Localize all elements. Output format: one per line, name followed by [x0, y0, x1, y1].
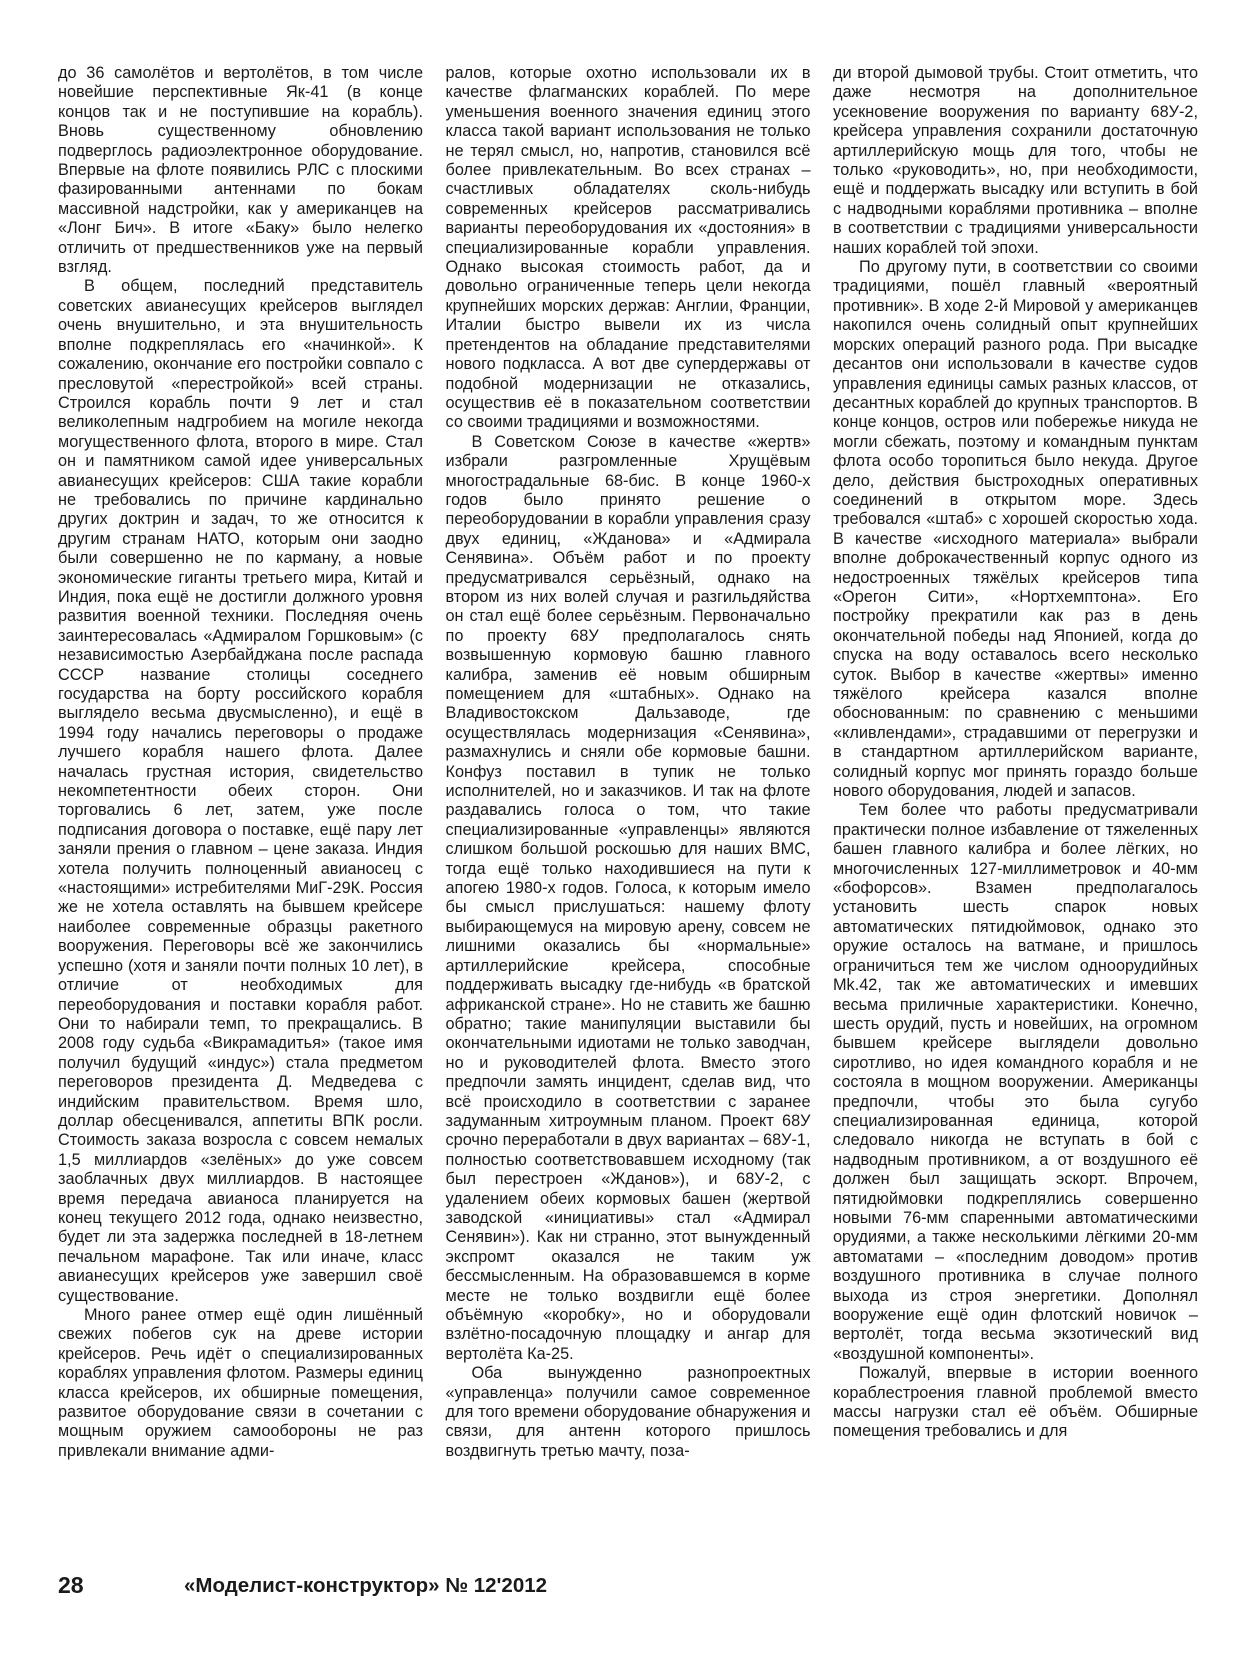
column-3	[833, 64, 1198, 1461]
column-2	[446, 64, 811, 1461]
paragraph: В Советском Союзе в качестве «жертв» избрали разгромленные Хрущёвым многострадальные 68-бис. В конце 1960-х годов было принято решение о переоборудовании в корабли управления сразу двух единиц, «Жданова» и «Адмирала Сенявина». Объём работ и по проекту предусматривался серьёзный, однако на втором из них волей случая и разгильдяйства он стал ещё более серьёзным. Первоначально по проекту 68У предполагалось снять возвышенную кормовую башню главного калибра, заменив её новым обширным помещением для «штабных». Однако на Владивостокском Дальзаводе, где осуществлялась модернизация «Сенявина», размахнулись и сняли обе кормовые башни. Конфуз поставил в тупик не только исполнителей, но и заказчиков. И так на флоте раздавались голоса о том, что такие специализированные «управленцы» являются слишком большой роскошью для наших ВМС, тогда ещё только находившиеся на пути к апогею 1980-х годов. Голоса, к которым имело бы смысл прислушаться: нашему флоту выбирающемуся на мировую арену, совсем не лишними оказались бы «нормальные» артиллерийские крейсера, способные поддерживать высадку где-нибудь «в братской африканской стране». Но не ставить же башню обратно; такие манипуляции выставили бы окончательными идиотами не только заводчан, но и руководителей флота. Вместо этого предпочли замять инцидент, сделав вид, что всё происходило в соответствии с заранее задуманным хитроумным планом. Проект 68У срочно переработали в двух вариантах – 68У-1, полностью соответствовавшем исходному (так был перестроен «Жданов»), и 68У-2, с удалением обеих кормовых башен (жертвой заводской «инициативы» стал «Адмирал Сенявин»). Как ни странно, этот вынужденный экспромт оказался не таким уж бессмысленным. На образовавшемся в корме месте не только воздвигли ещё более объёмную «коробку», но и оборудовали взлётно-посадочную площадку и ангар для вертолёта Ка-25.	[445, 432, 811, 1363]
paragraph: По другому пути, в соответствии со своими традициями, пошёл главный «вероятный противник». В ходе 2-й Мировой у американцев накопился очень солидный опыт крупнейших морских операций разного рода. При высадке десантов они использовали в качестве судов управления единицы самых разных классов, от десантных кораблей до крупных транспортов. В конце концов, остров или побережье никуда не могли сбежать, поэтому и командным пунктам флота особо торопиться было некуда. Другое дело, действия быстроходных оперативных соединений в открытом море. Здесь требовался «штаб» с хорошей скоростью хода. В качестве «исходного материала» выбрали вполне доброкачественный корпус одного из недостроенных тяжёлых крейсеров типа «Орегон Сити», «Нортхемптона». Его постройку прекратили как раз в день окончательной победы над Японией, когда до спуска на воду оставалось всего несколько суток. Выбор в качестве «жертвы» именно тяжёлого крейсера казался вполне обоснованным: по сравнению с меньшими «кливлендами», страдавшими от перегрузки и в стандартном артиллерийском варианте, солидный корпус мог принять гораздо больше нового оборудования, людей и запасов.	[833, 258, 1198, 801]
column-1	[58, 64, 423, 1461]
paragraph: ралов, которые охотно использовали их в качестве флагманских кораблей. По мере уменьшения военного значения единиц этого класса такой вариант использования не только не терял смысл, но, напротив, становился всё более привлекательным. Во всех странах – счастливых обладателях сколь-нибудь современных крейсеров рассматривались варианты переоборудования их «достояния» в специализированные корабли управления. Однако высокая стоимость работ, да и довольно ограниченные теперь цели некогда крупнейших морских держав: Англии, Франции, Италии быстро вывели их из числа претендентов на обладание представителями нового подкласса. А вот две супердержавы от подобной модернизации не отказались, осуществив её в показательном соответствии со своими традициями и возможностями.	[445, 64, 811, 432]
magazine-title: «Моделист-конструктор» № 12'2012	[184, 1574, 548, 1597]
page-footer	[58, 1572, 1198, 1606]
article-columns	[58, 64, 1198, 1461]
paragraph: Оба вынужденно разнопроектных «управленца» получили самое современное для того времени оборудование обнаружения и связи, для антенн которого пришлось воздвигнуть третью мачту, поза-	[445, 1364, 811, 1460]
paragraph: В общем, последний представитель советских авианесущих крейсеров выглядел очень внушительно, и эта внушительность вполне подкреплялась его «начинкой». К сожалению, окончание его постройки совпало с пресловутой «перестройкой» всей страны. Строился корабль почти 9 лет и стал великолепным надгробием на могиле некогда могущественного флота, второго в мире. Стал он и памятником самой идее универсальных авианесущих крейсеров: США такие корабли не требовались по причине кардинально других доктрин и задач, то же относится к другим странам НАТО, которым они заодно были совершенно не по карману, а новые экономические гиганты третьего мира, Китай и Индия, пока ещё не достигли должного уровня развития военной техники. Последняя очень заинтересовалась «Адмиралом Горшковым» (с независимостью Азербайджана после распада СССР название столицы соседнего государства на борту российского корабля выглядело весьма двусмысленно), и ещё в 1994 году начались переговоры о продаже лучшего корабля нашего флота. Далее началась грустная история, свидетельство некомпетентности обеих сторон. Они торговались 6 лет, затем, уже после подписания договора о поставке, ещё пару лет заняли прения о главном – цене заказа. Индия хотела получить полноценный авианосец с «настоящими» истребителями МиГ-29К. Россия же не хотела оставлять на бывшем крейсере наиболее современные образцы ракетного вооружения. Переговоры всё же закончились успешно (хотя и заняли почти полных 10 лет), в отличие от необходимых для переоборудования и поставки корабля работ. Они то набирали темп, то прекращались. В 2008 году судьба «Викрамадитья» (такое имя получил будущий «индус») стала предметом переговоров президента Д. Медведева с индийским правительством. Время шло, доллар обесценивался, аппетиты ВПК росли. Стоимость заказа возросла с совсем немалых 1,5 миллиардов «зелёных» до уже совсем заоблачных двух миллиардов. В настоящее время передача авианоса планируется на конец текущего 2012 года, однако неизвестно, будет ли эта задержка последней в 18-летнем печальном марафоне. Так или иначе, класс авианесущих крейсеров уже завершил своё существование.	[58, 277, 423, 1305]
paragraph: до 36 самолётов и вертолётов, в том числе новейшие перспективные Як-41 (в конце концов так и не поступившие на корабль). Вновь существенному обновлению подверглось радиоэлектронное оборудование. Впервые на флоте появились РЛС с плоскими фазированными антеннами по бокам массивной надстройки, как у американцев на «Лонг Бич». В итоге «Баку» было нелегко отличить от предшественников уже на первый взгляд.	[58, 64, 423, 277]
paragraph: Тем более что работы предусматривали практически полное избавление от тяжеленных башен главного калибра и более лёгких, но многочисленных 127-миллиметровок и 40-мм «бофорсов». Взамен предполагалось установить шесть спарок новых автоматических пятидюймовок, однако это оружие осталось на ватмане, и пришлось ограничиться тем же числом одноорудийных Mk.42, так же автоматических и имевших весьма приличные характеристики. Конечно, шесть орудий, пусть и новейших, на огромном бывшем крейсере выглядели довольно сиротливо, но идея командного корабля и не состояла в мощном вооружении. Американцы предпочли, чтобы это была сугубо специализированная единица, которой следовало никогда не вступать в бой с надводным противником, а от воздушного её должен был защищать эскорт. Впрочем, пятидюймовки подкреплялись совершенно новыми 76-мм спаренными автоматическими орудиями, а также несколькими лёгкими 20-мм автоматами – «последним доводом» против воздушного противника в случае полного выхода из строя энергетики. Дополнял вооружение ещё один флотский новичок – вертолёт, тогда весьма экзотический вид «воздушной компоненты».	[833, 801, 1198, 1363]
paragraph: Пожалуй, впервые в истории военного кораблестроения главной проблемой вместо массы нагрузки стал её объём. Обширные помещения требовались и для	[833, 1364, 1198, 1441]
page-number: 28	[58, 1572, 84, 1598]
paragraph: ди второй дымовой трубы. Стоит отметить, что даже несмотря на дополнительное усекновение вооружения по варианту 68У-2, крейсера управления сохранили достаточную артиллерийскую мощь для того, чтобы не только «руководить», но, при необходимости, ещё и поддержать высадку или вступить в бой с надводными кораблями противника – вполне в соответствии с традициями универсальности наших кораблей той эпохи.	[833, 64, 1198, 257]
paragraph: Много ранее отмер ещё один лишённый свежих побегов сук на древе истории крейсеров. Речь идёт о специализированных кораблях управления флотом. Размеры единиц класса крейсеров, их обширные помещения, развитое оборудование связи в сочетании с мощным оружием самообороны не раз привлекали внимание адми-	[58, 1306, 423, 1460]
